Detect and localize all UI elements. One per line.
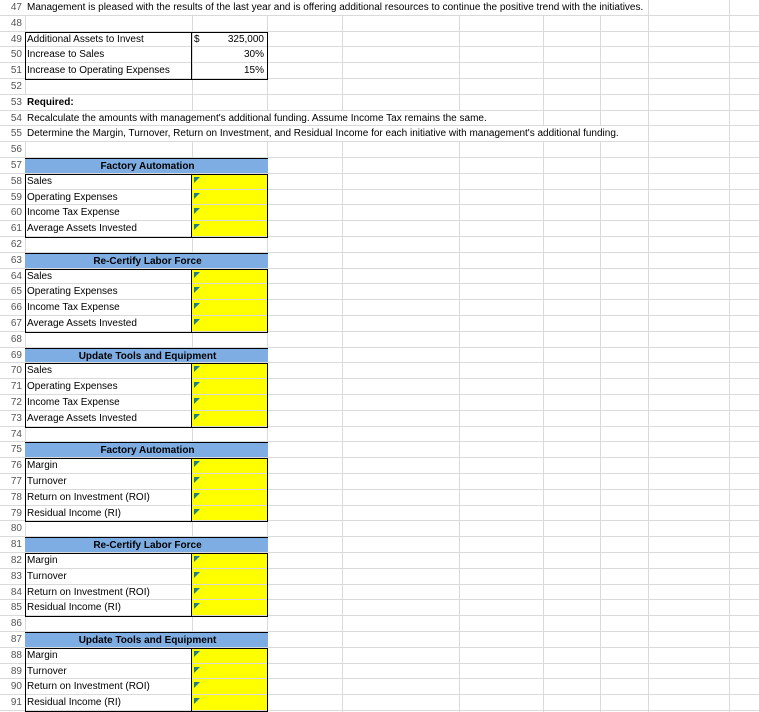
comment-indicator-icon [194,193,200,199]
sheet-row [0,253,759,269]
sheet-row [0,174,759,190]
answer-input-cell[interactable] [192,679,268,694]
sheet-row [0,395,759,411]
sheet-row [0,506,759,522]
line-item-label: Turnover [25,664,192,679]
sheet-row [0,0,759,16]
line-item-label: Income Tax Expense [25,300,192,315]
input-value-cell[interactable]: 325,000 [227,33,264,45]
input-value-cell[interactable]: 15% [243,65,264,77]
row-number[interactable]: 73 [0,411,24,426]
answer-input-cell[interactable] [192,174,268,189]
sheet-row [0,379,759,395]
row-number[interactable]: 87 [0,632,24,647]
input-value-cell[interactable]: 30% [243,49,264,61]
row-number[interactable]: 58 [0,174,24,189]
row-number[interactable]: 64 [0,269,24,284]
comment-indicator-icon [194,382,200,388]
row-number[interactable]: 63 [0,253,24,268]
line-item-label: Sales [25,174,192,189]
answer-input-cell[interactable] [192,284,268,299]
comment-indicator-icon [194,572,200,578]
sheet-row [0,158,759,174]
line-item-label: Residual Income (RI) [25,506,192,521]
comment-indicator-icon [194,414,200,420]
sheet-row [0,221,759,237]
row-number[interactable]: 65 [0,284,24,299]
row-number[interactable]: 76 [0,458,24,473]
section-header: Update Tools and Equipment [25,632,268,647]
instruction-text: Determine the Margin, Turnover, Return on Investment, and Residual Income for each initiative with management's additional funding. [27,128,619,140]
comment-indicator-icon [194,287,200,293]
input-label: Additional Assets to Invest [25,32,192,47]
input-label: Increase to Sales [25,47,192,62]
comment-indicator-icon [194,303,200,309]
row-number[interactable]: 77 [0,474,24,489]
sheet-row [0,269,759,285]
sheet-row [0,474,759,490]
row-number[interactable]: 69 [0,348,24,363]
currency-symbol: $ [194,33,200,45]
row-number[interactable]: 66 [0,300,24,315]
row-number[interactable]: 47 [0,0,24,15]
comment-indicator-icon [194,682,200,688]
answer-input-cell[interactable] [192,395,268,410]
sheet-row [0,95,759,111]
intro-text: Management is pleased with the results of the last year and is offering additional resources to continue the positive trend with the initiatives. [27,2,644,13]
instruction-text: Recalculate the amounts with management's additional funding. Assume Income Tax remains the same. [27,112,487,124]
answer-input-cell[interactable] [192,300,268,315]
comment-indicator-icon [194,651,200,657]
row-number[interactable]: 56 [0,142,24,157]
row-number[interactable]: 89 [0,664,24,679]
line-item-label: Residual Income (RI) [25,600,192,615]
row-number[interactable]: 91 [0,695,24,710]
row-number[interactable]: 62 [0,237,24,252]
answer-input-cell[interactable] [192,316,268,331]
answer-input-cell[interactable] [192,363,268,378]
comment-indicator-icon [194,556,200,562]
sheet-row [0,47,759,63]
row-number[interactable]: 59 [0,190,24,205]
sheet-row [0,490,759,506]
answer-input-cell[interactable] [192,648,268,663]
sheet-row [0,237,759,253]
row-number[interactable]: 83 [0,569,24,584]
sheet-row [0,679,759,695]
row-number[interactable]: 57 [0,158,24,173]
comment-indicator-icon [194,509,200,515]
row-number[interactable]: 79 [0,506,24,521]
answer-input-cell[interactable] [192,269,268,284]
line-item-label: Sales [25,269,192,284]
row-number[interactable]: 48 [0,16,24,31]
row-number[interactable]: 67 [0,316,24,331]
comment-indicator-icon [194,398,200,404]
answer-input-cell[interactable] [192,190,268,205]
sheet-row [0,632,759,648]
sheet-row [0,142,759,158]
sheet-row [0,695,759,711]
line-item-label: Sales [25,363,192,378]
comment-indicator-icon [194,366,200,372]
line-item-label: Operating Expenses [25,284,192,299]
sheet-row [0,348,759,364]
answer-input-cell[interactable] [192,600,268,615]
row-number[interactable]: 84 [0,585,24,600]
answer-input-cell[interactable] [192,221,268,236]
section-header: Factory Automation [25,158,268,173]
row-number[interactable]: 49 [0,32,24,47]
row-number[interactable]: 80 [0,521,24,536]
comment-indicator-icon [194,208,200,214]
input-label: Increase to Operating Expenses [25,63,192,78]
row-number[interactable]: 55 [0,126,24,141]
answer-input-cell[interactable] [192,205,268,220]
row-number[interactable]: 50 [0,47,24,62]
comment-indicator-icon [194,319,200,325]
sheet-row [0,521,759,537]
comment-indicator-icon [194,698,200,704]
sheet-row [0,648,759,664]
sheet-row [0,427,759,443]
sheet-row [0,284,759,300]
row-number[interactable]: 60 [0,205,24,220]
sheet-row [0,616,759,632]
answer-input-cell[interactable] [192,458,268,473]
comment-indicator-icon [194,177,200,183]
row-number[interactable]: 53 [0,95,24,110]
sheet-row [0,332,759,348]
comment-indicator-icon [194,493,200,499]
sheet-row [0,569,759,585]
row-number[interactable]: 85 [0,600,24,615]
row-number[interactable]: 61 [0,221,24,236]
comment-indicator-icon [194,461,200,467]
sheet-row [0,79,759,95]
answer-input-cell[interactable] [192,490,268,505]
comment-indicator-icon [194,603,200,609]
answer-input-cell[interactable] [192,506,268,521]
row-number[interactable]: 52 [0,79,24,94]
row-number[interactable]: 70 [0,363,24,378]
row-number[interactable]: 75 [0,442,24,457]
row-number[interactable]: 82 [0,553,24,568]
line-item-label: Margin [25,458,192,473]
line-item-label: Operating Expenses [25,379,192,394]
sheet-row [0,205,759,221]
comment-indicator-icon [194,667,200,673]
sheet-row [0,585,759,601]
row-number[interactable]: 88 [0,648,24,663]
sheet-row [0,316,759,332]
line-item-label: Return on Investment (ROI) [25,490,192,505]
sheet-row [0,553,759,569]
sheet-row [0,111,759,127]
sheet-row [0,300,759,316]
sheet-row [0,63,759,79]
sheet-row [0,458,759,474]
comment-indicator-icon [194,272,200,278]
line-item-label: Residual Income (RI) [25,695,192,710]
line-item-label: Margin [25,553,192,568]
answer-input-cell[interactable] [192,553,268,568]
line-item-label: Average Assets Invested [25,316,192,331]
row-number[interactable]: 71 [0,379,24,394]
section-header: Update Tools and Equipment [25,348,268,363]
sheet-row [0,600,759,616]
answer-input-cell[interactable] [192,474,268,489]
row-number[interactable]: 81 [0,537,24,552]
line-item-label: Average Assets Invested [25,221,192,236]
comment-indicator-icon [194,224,200,230]
sheet-row [0,664,759,680]
answer-input-cell[interactable] [192,695,268,710]
row-number[interactable]: 68 [0,332,24,347]
section-header: Re-Certify Labor Force [25,253,268,268]
line-item-label: Operating Expenses [25,190,192,205]
row-number[interactable]: 51 [0,63,24,78]
row-number[interactable]: 86 [0,616,24,631]
line-item-label: Turnover [25,474,192,489]
answer-input-cell[interactable] [192,664,268,679]
line-item-label: Return on Investment (ROI) [25,585,192,600]
sheet-row [0,16,759,32]
row-number[interactable]: 72 [0,395,24,410]
line-item-label: Turnover [25,569,192,584]
row-number[interactable]: 54 [0,111,24,126]
answer-input-cell[interactable] [192,585,268,600]
row-number[interactable]: 78 [0,490,24,505]
answer-input-cell[interactable] [192,379,268,394]
row-number[interactable]: 74 [0,427,24,442]
comment-indicator-icon [194,588,200,594]
sheet-row [0,190,759,206]
required-heading: Required: [27,96,74,108]
line-item-label: Return on Investment (ROI) [25,679,192,694]
section-header: Re-Certify Labor Force [25,537,268,552]
sheet-row [0,411,759,427]
comment-indicator-icon [194,477,200,483]
answer-input-cell[interactable] [192,569,268,584]
section-header: Factory Automation [25,442,268,457]
answer-input-cell[interactable] [192,411,268,426]
row-number[interactable]: 90 [0,679,24,694]
line-item-label: Income Tax Expense [25,205,192,220]
line-item-label: Margin [25,648,192,663]
sheet-row [0,363,759,379]
line-item-label: Average Assets Invested [25,411,192,426]
line-item-label: Income Tax Expense [25,395,192,410]
sheet-row [0,442,759,458]
sheet-row [0,126,759,142]
sheet-row [0,537,759,553]
sheet-row [0,32,759,48]
